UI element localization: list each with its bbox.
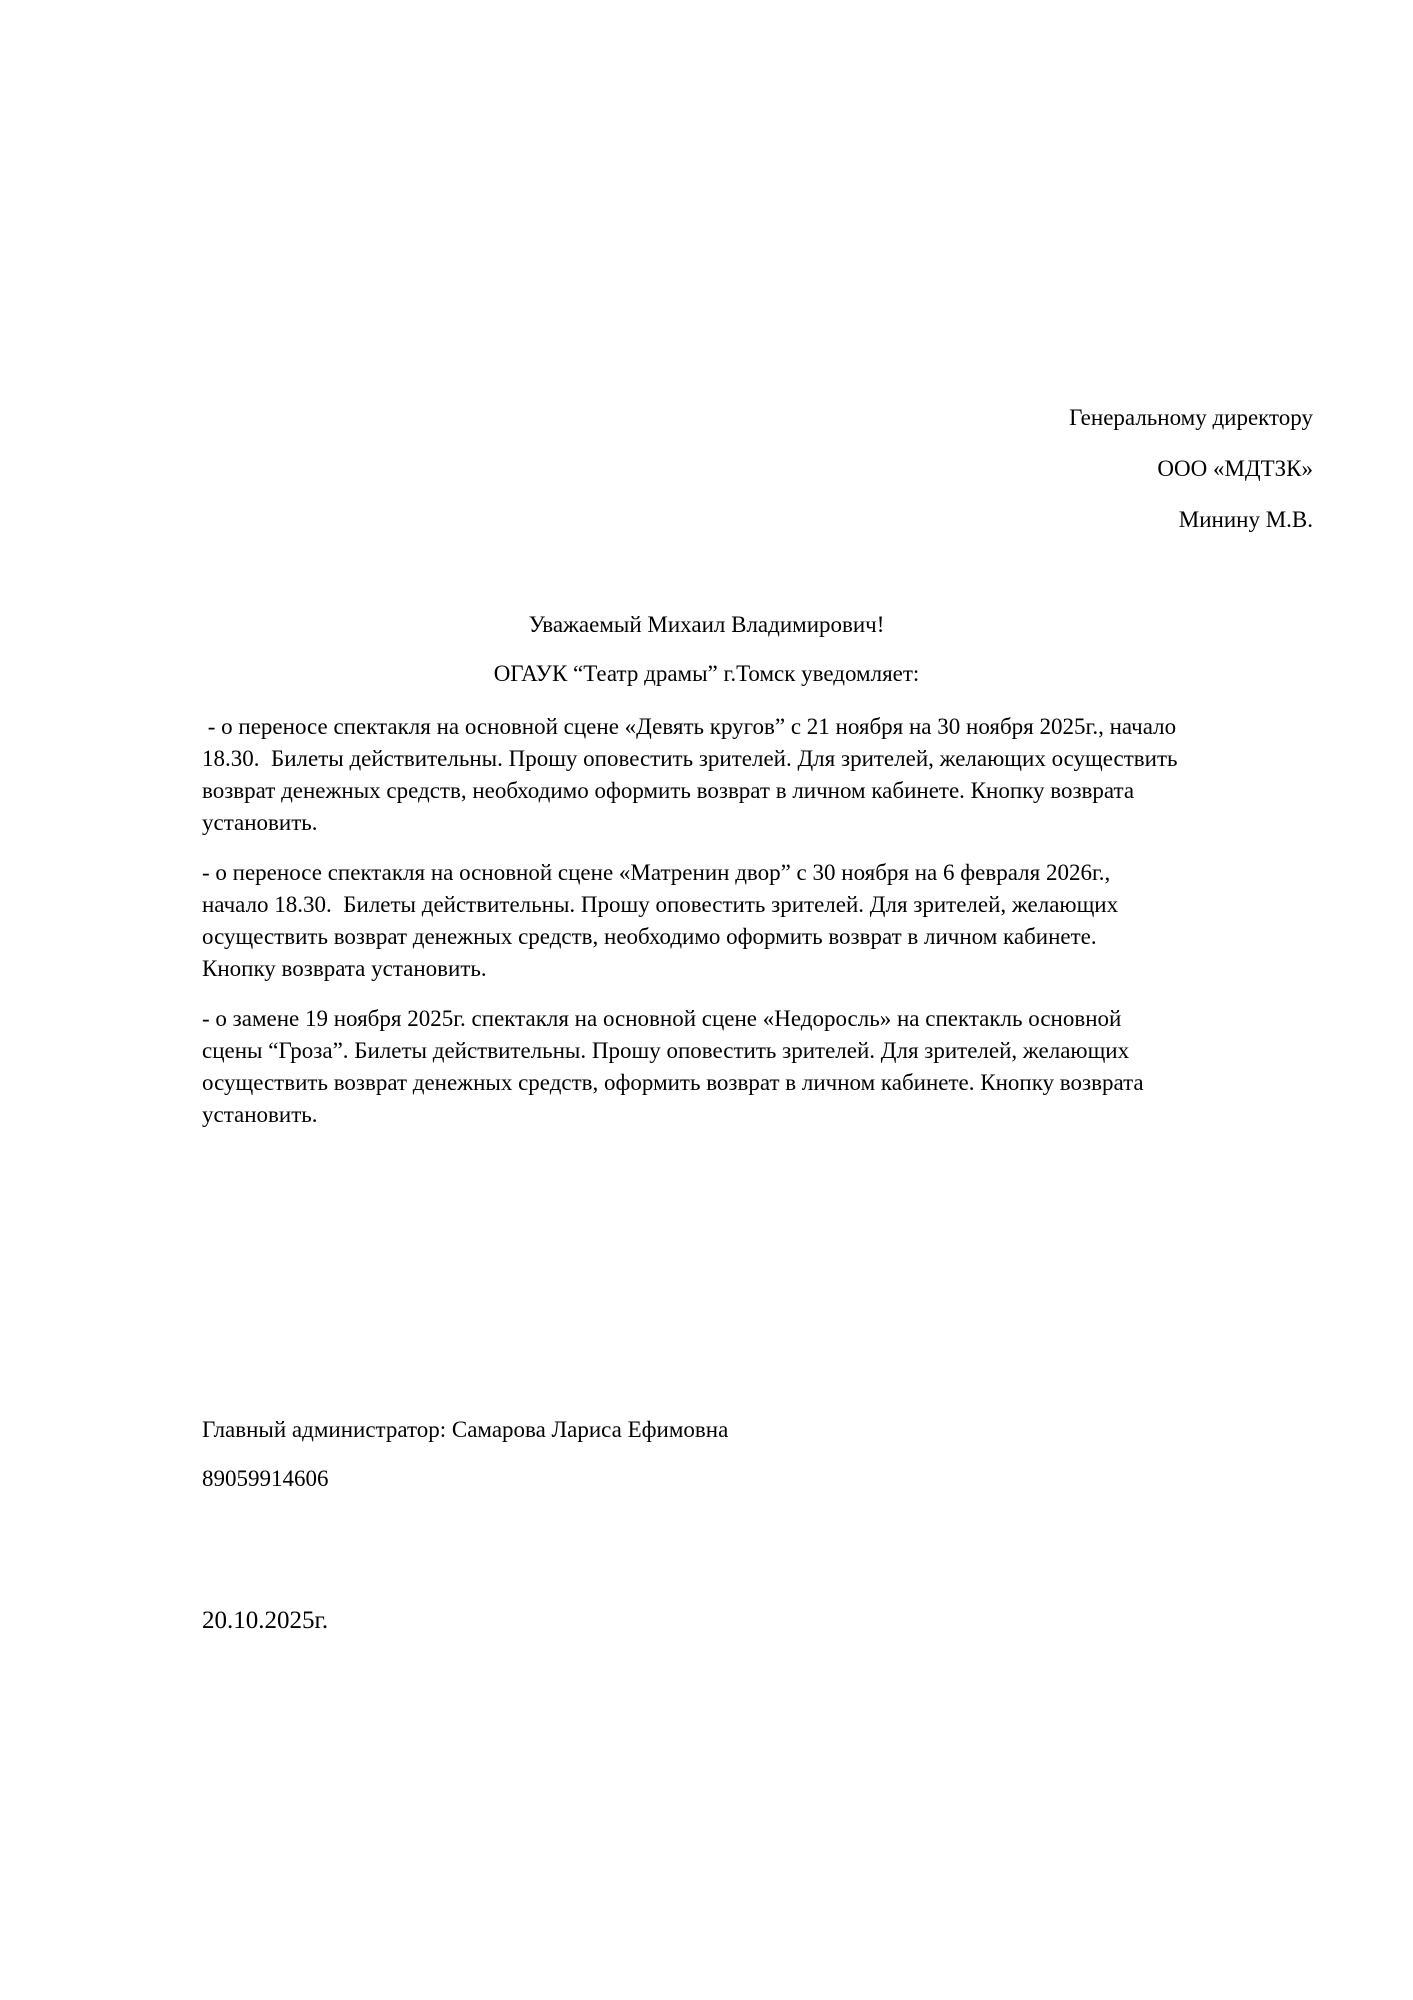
greeting: Уважаемый Михаил Владимирович! bbox=[528, 612, 885, 637]
notification-item bbox=[202, 1003, 1322, 1131]
item-line: осуществить возврат денежных средств, необходимо оформить возврат в личном кабинете. bbox=[202, 924, 1097, 949]
item-line: начало 18.30. Билеты действительны. Прошу оповестить зрителей. Для зрителей, желающих bbox=[202, 892, 1119, 917]
notification-item bbox=[202, 711, 1322, 839]
item-line: сцены “Гроза”. Билеты действительны. Прошу оповестить зрителей. Для зрителей, желающих bbox=[202, 1038, 1130, 1063]
notification-items bbox=[202, 711, 1322, 1149]
phone-number: 89059914606 bbox=[202, 1466, 329, 1491]
addressee-organization: ООО «МДТЗК» bbox=[1157, 456, 1313, 481]
intro-line: ОГАУК “Театр драмы” г.Томск уведомляет: bbox=[493, 661, 920, 686]
addressee-name: Минину М.В. bbox=[1178, 507, 1313, 532]
item-line: - о переносе спектакля на основной сцене «Матренин двор” с 30 ноября на 6 февраля 2026г., bbox=[202, 860, 1111, 885]
item-line: - о замене 19 ноября 2025г. спектакля на основной сцене «Недоросль» на спектакль основной bbox=[202, 1006, 1122, 1031]
item-line: установить. bbox=[202, 1102, 318, 1127]
addressee-position: Генеральному директору bbox=[1069, 405, 1313, 430]
item-line: - о переносе спектакля на основной сцене «Девять кругов” с 21 ноября на 30 ноября 2025г., начало bbox=[202, 714, 1177, 739]
item-line: установить. bbox=[202, 810, 318, 835]
item-line: возврат денежных средств, необходимо оформить возврат в личном кабинете. Кнопку возврата bbox=[202, 778, 1135, 803]
addressee-block bbox=[1069, 402, 1313, 555]
item-line: Кнопку возврата установить. bbox=[202, 956, 487, 981]
document-date: 20.10.2025г. bbox=[202, 1607, 329, 1634]
signature-line: Главный администратор: Самарова Лариса Ефимовна bbox=[202, 1417, 729, 1442]
item-line: 18.30. Билеты действительны. Прошу оповестить зрителей. Для зрителей, желающих осуществить bbox=[202, 746, 1178, 771]
item-line: осуществить возврат денежных средств, оформить возврат в личном кабинете. Кнопку возврата bbox=[202, 1070, 1144, 1095]
notification-item bbox=[202, 857, 1322, 985]
